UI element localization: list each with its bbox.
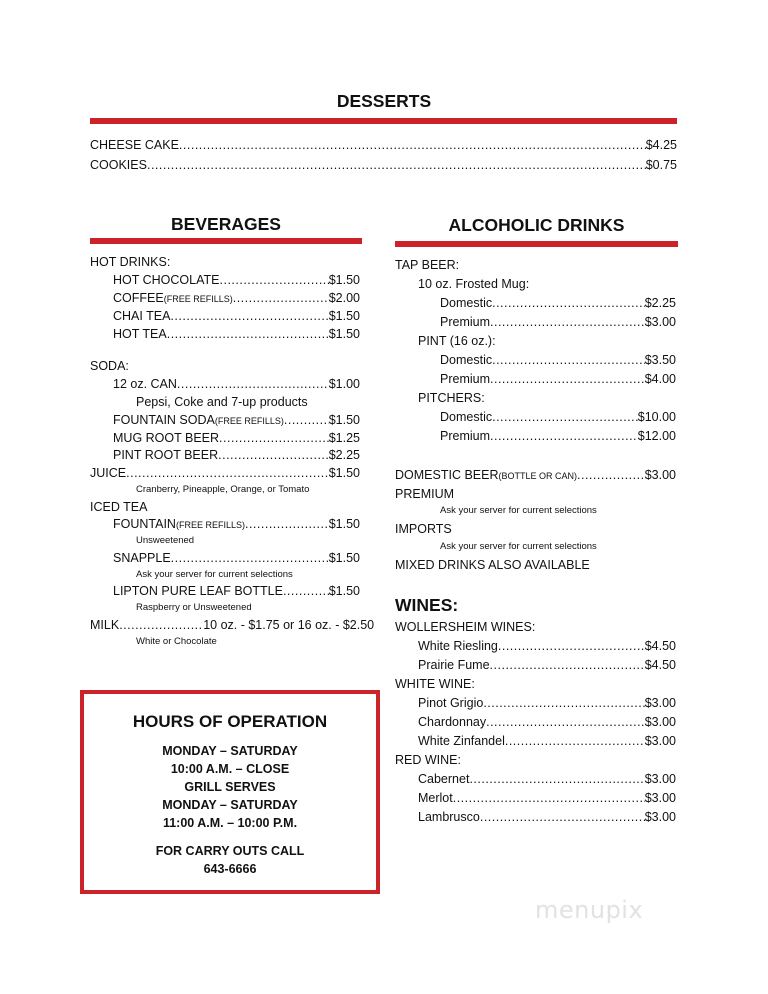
menu-item-chardonnay: Chardonnay ..... $3.00 [418, 713, 676, 731]
menu-item-snapple: SNAPPLE ..... $1.50 [113, 549, 360, 567]
frosted-mug-header: 10 oz. Frosted Mug: [418, 277, 530, 291]
mixed-drinks-note: MIXED DRINKS ALSO AVAILABLE [395, 558, 590, 572]
menu-item-mug-premium: Premium ..... $3.00 [440, 313, 676, 331]
lipton-note: Raspberry or Unsweetened [136, 602, 252, 613]
milk-note: White or Chocolate [136, 636, 217, 647]
soda-can-note: Pepsi, Coke and 7-up products [136, 395, 308, 409]
menu-item-hot-chocolate: HOT CHOCOLATE ..... $1.50 [113, 271, 360, 289]
menupix-watermark: menupix [535, 896, 644, 924]
hours-line: MONDAY – SATURDAY [162, 744, 298, 758]
wollersheim-header: WOLLERSHEIM WINES: [395, 620, 536, 634]
menu-item-coffee: COFFEE (FREE REFILLS) ..... $2.00 [113, 289, 360, 308]
wines-title: WINES: [395, 595, 459, 615]
menu-item-white-riesling: White Riesling ..... $4.50 [418, 637, 676, 655]
menu-item-cheese-cake: CHEESE CAKE ..... $4.25 [90, 136, 677, 154]
menu-item-mug-root-beer: MUG ROOT BEER ..... $1.25 [113, 429, 360, 447]
soda-header: SODA: [90, 359, 129, 373]
desserts-title: DESSERTS [336, 91, 432, 111]
beverages-title: BEVERAGES [171, 214, 281, 234]
red-wine-header: RED WINE: [395, 753, 461, 767]
menu-item-cookies: COOKIES ..... $0.75 [90, 156, 677, 174]
carry-out-label: FOR CARRY OUTS CALL [155, 844, 305, 858]
desserts-rule [90, 118, 677, 124]
menu-item-pint-premium: Premium ..... $4.00 [440, 370, 676, 388]
white-wine-header: WHITE WINE: [395, 677, 475, 691]
hours-line: 11:00 A.M. – 10:00 P.M. [162, 816, 298, 830]
menu-item-white-zinfandel: White Zinfandel ..... $3.00 [418, 732, 676, 750]
beverages-rule [90, 238, 362, 244]
menu-item-lambrusco: Lambrusco ..... $3.00 [418, 808, 676, 826]
menu-item-hot-tea: HOT TEA ..... $1.50 [113, 325, 360, 343]
alcoholic-drinks-rule [395, 241, 678, 247]
menu-item-iced-tea-fountain: FOUNTAIN (FREE REFILLS) ..... $1.50 [113, 515, 360, 534]
premium-note: Ask your server for current selections [440, 505, 597, 516]
menu-item-prairie-fume: Prairie Fume ..... $4.50 [418, 656, 676, 674]
hours-of-operation-box [80, 690, 380, 894]
hours-line: 10:00 A.M. – CLOSE [170, 762, 290, 776]
menu-item-domestic-beer: DOMESTIC BEER (BOTTLE OR CAN) ..... $3.00 [395, 466, 676, 485]
menu-item-pitcher-domestic: Domestic ..... $10.00 [440, 408, 676, 426]
hours-line: MONDAY – SATURDAY [162, 798, 298, 812]
menu-item-milk: MILK ..... 10 oz. - $1.75 or 16 oz. - $2.50 [90, 616, 362, 634]
menu-item-cabernet: Cabernet ..... $3.00 [418, 770, 676, 788]
menu-item-juice: JUICE ..... $1.50 [90, 464, 360, 482]
menu-item-pitcher-premium: Premium ..... $12.00 [440, 427, 676, 445]
iced-tea-fountain-note: Unsweetened [136, 535, 195, 546]
menu-item-pint-domestic: Domestic ..... $3.50 [440, 351, 676, 369]
alcoholic-drinks-title: ALCOHOLIC DRINKS [448, 215, 625, 235]
menu-item-soda-can: 12 oz. CAN ..... $1.00 [113, 375, 360, 393]
premium-header: PREMIUM [395, 487, 455, 501]
pint-header: PINT (16 oz.): [418, 334, 496, 348]
phone-number: 643-6666 [203, 862, 257, 876]
menu-item-lipton: LIPTON PURE LEAF BOTTLE ..... $1.50 [113, 582, 360, 600]
iced-tea-header: ICED TEA [90, 500, 148, 514]
hours-title: HOURS OF OPERATION [132, 712, 328, 731]
pitchers-header: PITCHERS: [418, 391, 485, 405]
menu-item-pint-root-beer: PINT ROOT BEER ..... $2.25 [113, 446, 360, 464]
menu-item-pinot-grigio: Pinot Grigio ..... $3.00 [418, 694, 676, 712]
hours-line: GRILL SERVES [184, 780, 276, 794]
menu-item-mug-domestic: Domestic ..... $2.25 [440, 294, 676, 312]
menu-item-chai-tea: CHAI TEA ..... $1.50 [113, 307, 360, 325]
hot-drinks-header: HOT DRINKS: [90, 255, 171, 269]
tap-beer-header: TAP BEER: [395, 258, 460, 272]
imports-header: IMPORTS [395, 522, 452, 536]
juice-note: Cranberry, Pineapple, Orange, or Tomato [136, 484, 310, 495]
imports-note: Ask your server for current selections [440, 541, 597, 552]
snapple-note: Ask your server for current selections [136, 569, 293, 580]
menu-item-fountain-soda: FOUNTAIN SODA (FREE REFILLS) ..... $1.50 [113, 411, 360, 430]
menu-item-merlot: Merlot ..... $3.00 [418, 789, 676, 807]
